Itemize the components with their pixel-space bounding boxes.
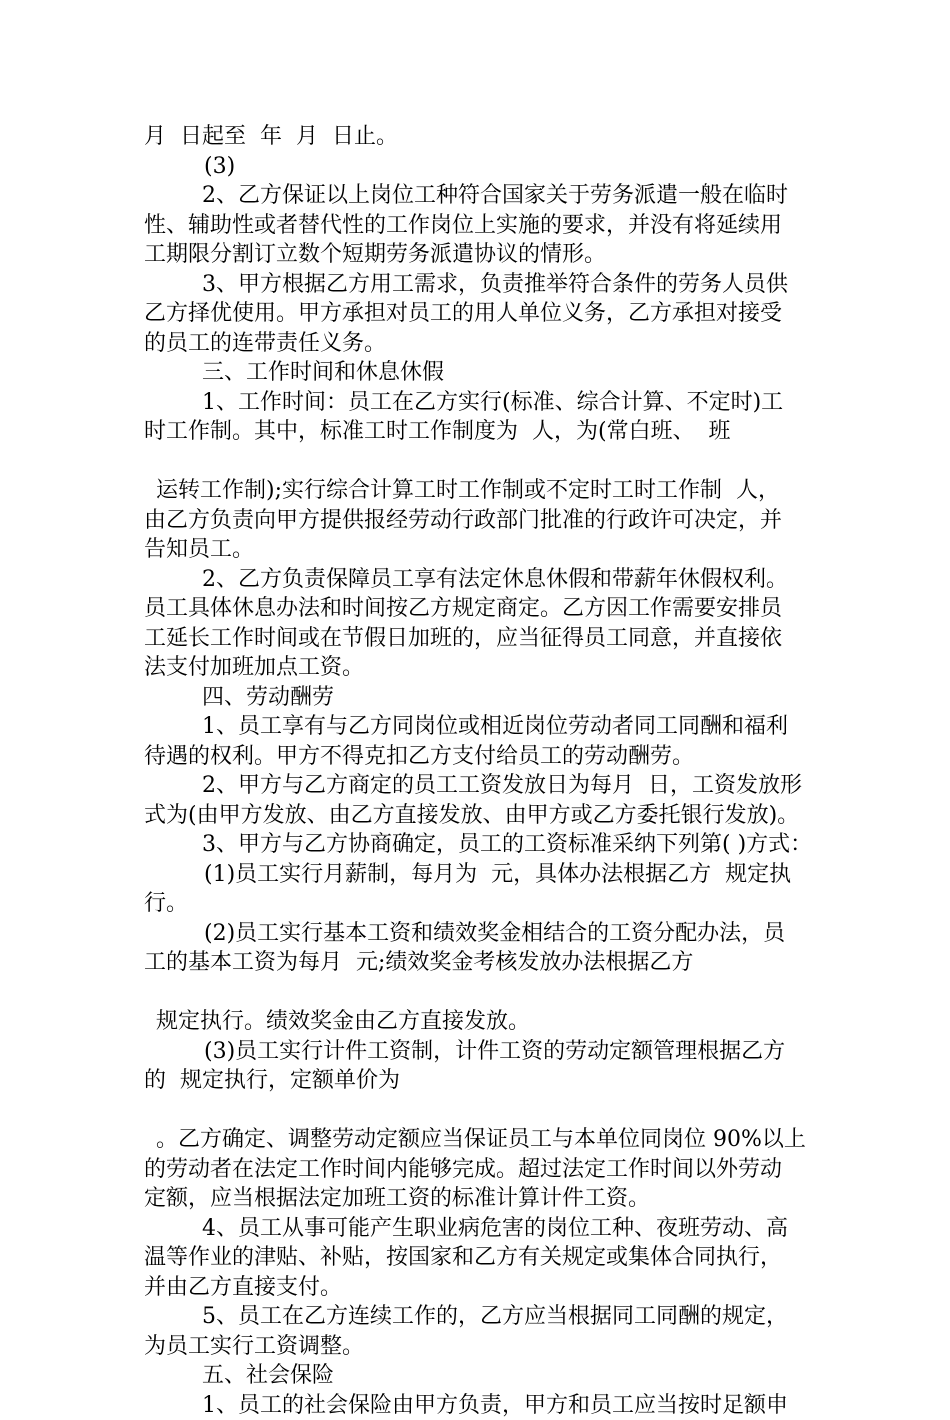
text-line: 温等作业的津贴、补贴，按国家和乙方有关规定或集体合同执行， — [144, 1243, 814, 1273]
blank-line — [144, 978, 814, 1008]
text-line: 性、辅助性或者替代性的工作岗位上实施的要求，并没有将延续用 — [144, 211, 814, 241]
text-line: 告知员工。 — [144, 535, 814, 565]
text-line: 。乙方确定、调整劳动定额应当保证员工与本单位同岗位 90%以上 — [144, 1125, 814, 1155]
text-line: 行。 — [144, 889, 814, 919]
text-line: 的劳动者在法定工作时间内能够完成。超过法定工作时间以外劳动 — [144, 1155, 814, 1185]
text-line: (2)员工实行基本工资和绩效奖金相结合的工资分配办法，员 — [144, 919, 814, 949]
text-line: 并由乙方直接支付。 — [144, 1273, 814, 1303]
section-heading: 四、劳动酬劳 — [144, 683, 814, 713]
text-line: 待遇的权利。甲方不得克扣乙方支付给员工的劳动酬劳。 — [144, 742, 814, 772]
text-line: 的员工的连带责任义务。 — [144, 329, 814, 359]
section-heading: 五、社会保险 — [144, 1361, 814, 1391]
text-line: 运转工作制);实行综合计算工时工作制或不定时工时工作制 人， — [144, 476, 814, 506]
text-line: 定额，应当根据法定加班工资的标准计算计件工资。 — [144, 1184, 814, 1214]
text-line: 1、工作时间：员工在乙方实行(标准、综合计算、不定时)工 — [144, 388, 814, 418]
text-line: 1、员工享有与乙方同岗位或相近岗位劳动者同工同酬和福利 — [144, 712, 814, 742]
blank-line — [144, 447, 814, 477]
text-line: 2、乙方负责保障员工享有法定休息休假和带薪年休假权利。 — [144, 565, 814, 595]
text-line: 时工作制。其中，标准工时工作制度为 人，为(常白班、 班 — [144, 417, 814, 447]
text-line: 的 规定执行，定额单价为 — [144, 1066, 814, 1096]
text-line: 为员工实行工资调整。 — [144, 1332, 814, 1362]
text-line: 2、甲方与乙方商定的员工工资发放日为每月 日，工资发放形 — [144, 771, 814, 801]
text-line: 规定执行。绩效奖金由乙方直接发放。 — [144, 1007, 814, 1037]
text-line: 工的基本工资为每月 元;绩效奖金考核发放办法根据乙方 — [144, 948, 814, 978]
text-line: 2、乙方保证以上岗位工种符合国家关于劳务派遣一般在临时 — [144, 181, 814, 211]
text-line: (1)员工实行月薪制，每月为 元，具体办法根据乙方 规定执 — [144, 860, 814, 890]
document-body — [144, 122, 814, 1420]
text-line: 由乙方负责向甲方提供报经劳动行政部门批准的行政许可决定，并 — [144, 506, 814, 536]
text-line: 员工具体休息办法和时间按乙方规定商定。乙方因工作需要安排员 — [144, 594, 814, 624]
text-line: 乙方择优使用。甲方承担对员工的用人单位义务，乙方承担对接受 — [144, 299, 814, 329]
text-line: 式为(由甲方发放、由乙方直接发放、由甲方或乙方委托银行发放)。 — [144, 801, 814, 831]
text-line: 工延长工作时间或在节假日加班的，应当征得员工同意，并直接依 — [144, 624, 814, 654]
text-line: 法支付加班加点工资。 — [144, 653, 814, 683]
text-line: 4、员工从事可能产生职业病危害的岗位工种、夜班劳动、高 — [144, 1214, 814, 1244]
text-line: 3、甲方与乙方协商确定，员工的工资标准采纳下列第( )方式： — [144, 830, 814, 860]
text-line: 5、员工在乙方连续工作的，乙方应当根据同工同酬的规定， — [144, 1302, 814, 1332]
text-line: 工期限分割订立数个短期劳务派遣协议的情形。 — [144, 240, 814, 270]
text-line: 月 日起至 年 月 日止。 — [144, 122, 814, 152]
text-line: 3、甲方根据乙方用工需求，负责推举符合条件的劳务人员供 — [144, 270, 814, 300]
text-line: (3)员工实行计件工资制，计件工资的劳动定额管理根据乙方 — [144, 1037, 814, 1067]
text-line: (3) — [144, 152, 814, 182]
blank-line — [144, 1096, 814, 1126]
text-line: 1、员工的社会保险由甲方负责，甲方和员工应当按时足额申 — [144, 1391, 814, 1420]
section-heading: 三、工作时间和休息休假 — [144, 358, 814, 388]
